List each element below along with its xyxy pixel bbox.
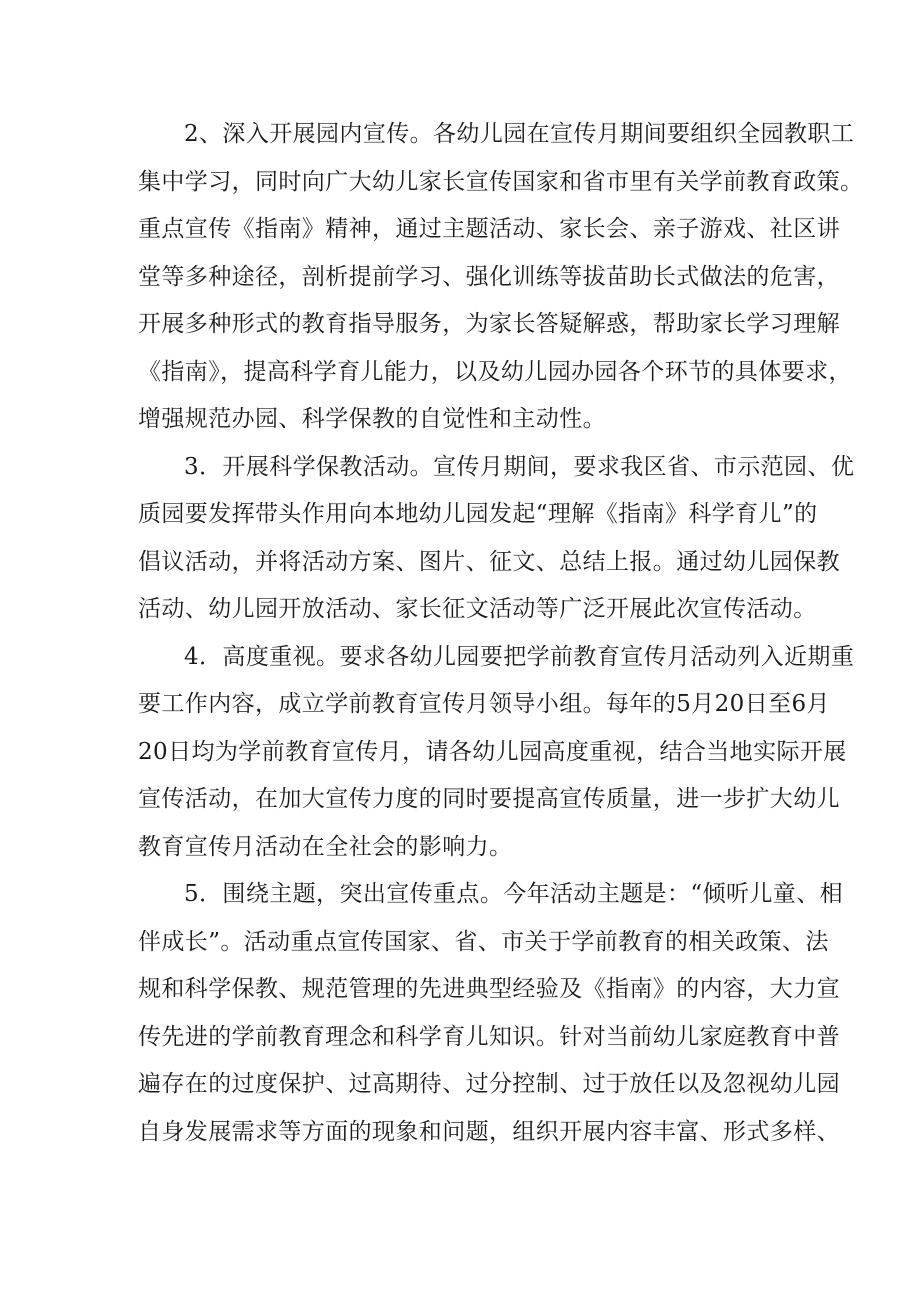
document-body xyxy=(138,111,864,1156)
paragraph-line: 3．开展科学保教活动。宣传月期间，要求我区省、市示范园、优 xyxy=(184,453,855,480)
paragraph-4 xyxy=(138,634,855,872)
paragraph-line: 活动、幼儿园开放活动、家长征文活动等广泛开展此次宣传活动。 xyxy=(138,596,817,622)
paragraph-line: 堂等多种途径，剖析提前学习、强化训练等拔苗助长式做法的危害， xyxy=(138,263,840,290)
paragraph-line: 4．高度重视。要求各幼儿园要把学前教育宣传月活动列入近期重 xyxy=(184,643,855,670)
paragraph-line: 5．围绕主题，突出宣传重点。今年活动主题是：“倾听儿童、相 xyxy=(184,881,843,907)
paragraph-line: 《指南》，提高科学育儿能力，以及幼儿园办园各个环节的具体要求， xyxy=(138,358,852,385)
paragraph-line: 规和科学保教、规范管理的先进典型经验及《指南》的内容，大力宣 xyxy=(138,976,840,1002)
paragraph-line: 开展多种形式的教育指导服务，为家长答疑解惑，帮助家长学习理解 xyxy=(138,311,840,337)
paragraph-line: 宣传活动，在加大宣传力度的同时要提高宣传质量，进一步扩大幼儿 xyxy=(138,786,840,812)
paragraph-line: 重点宣传《指南》精神，通过主题活动、家长会、亲子游戏、社区讲 xyxy=(138,216,840,242)
paragraph-line: 自身发展需求等方面的现象和问题，组织开展内容丰富、形式多样、 xyxy=(138,1118,840,1145)
paragraph-line: 质园要发挥带头作用向本地幼儿园发起“理解《指南》科学育儿”的 xyxy=(138,501,818,527)
paragraph-line: 集中学习，同时向广大幼儿家长宣传国家和省市里有关学前教育政策。 xyxy=(138,168,864,195)
paragraph-line: 要工作内容，成立学前教育宣传月领导小组。每年的5月20日至6月 xyxy=(138,691,830,717)
paragraph-3 xyxy=(138,444,855,634)
paragraph-line: 20日均为学前教育宣传月，请各幼儿园高度重视，结合当地实际开展 xyxy=(138,738,847,765)
paragraph-line: 倡议活动，并将活动方案、图片、征文、总结上报。通过幼儿园保教 xyxy=(138,548,840,575)
paragraph-line: 增强规范办园、科学保教的自觉性和主动性。 xyxy=(138,406,606,432)
paragraph-line: 伴成长”。活动重点宣传国家、省、市关于学前教育的相关政策、法 xyxy=(138,928,829,955)
paragraph-line: 教育宣传月活动在全社会的影响力。 xyxy=(138,833,513,860)
paragraph-line: 2、深入开展园内宣传。各幼儿园在宣传月期间要组织全园教职工 xyxy=(184,121,855,147)
paragraph-2 xyxy=(138,111,864,444)
paragraph-5 xyxy=(138,871,843,1156)
paragraph-line: 传先进的学前教育理念和科学育儿知识。针对当前幼儿家庭教育中普 xyxy=(138,1023,840,1050)
paragraph-line: 遍存在的过度保护、过高期待、过分控制、过于放任以及忽视幼儿园 xyxy=(138,1071,840,1097)
